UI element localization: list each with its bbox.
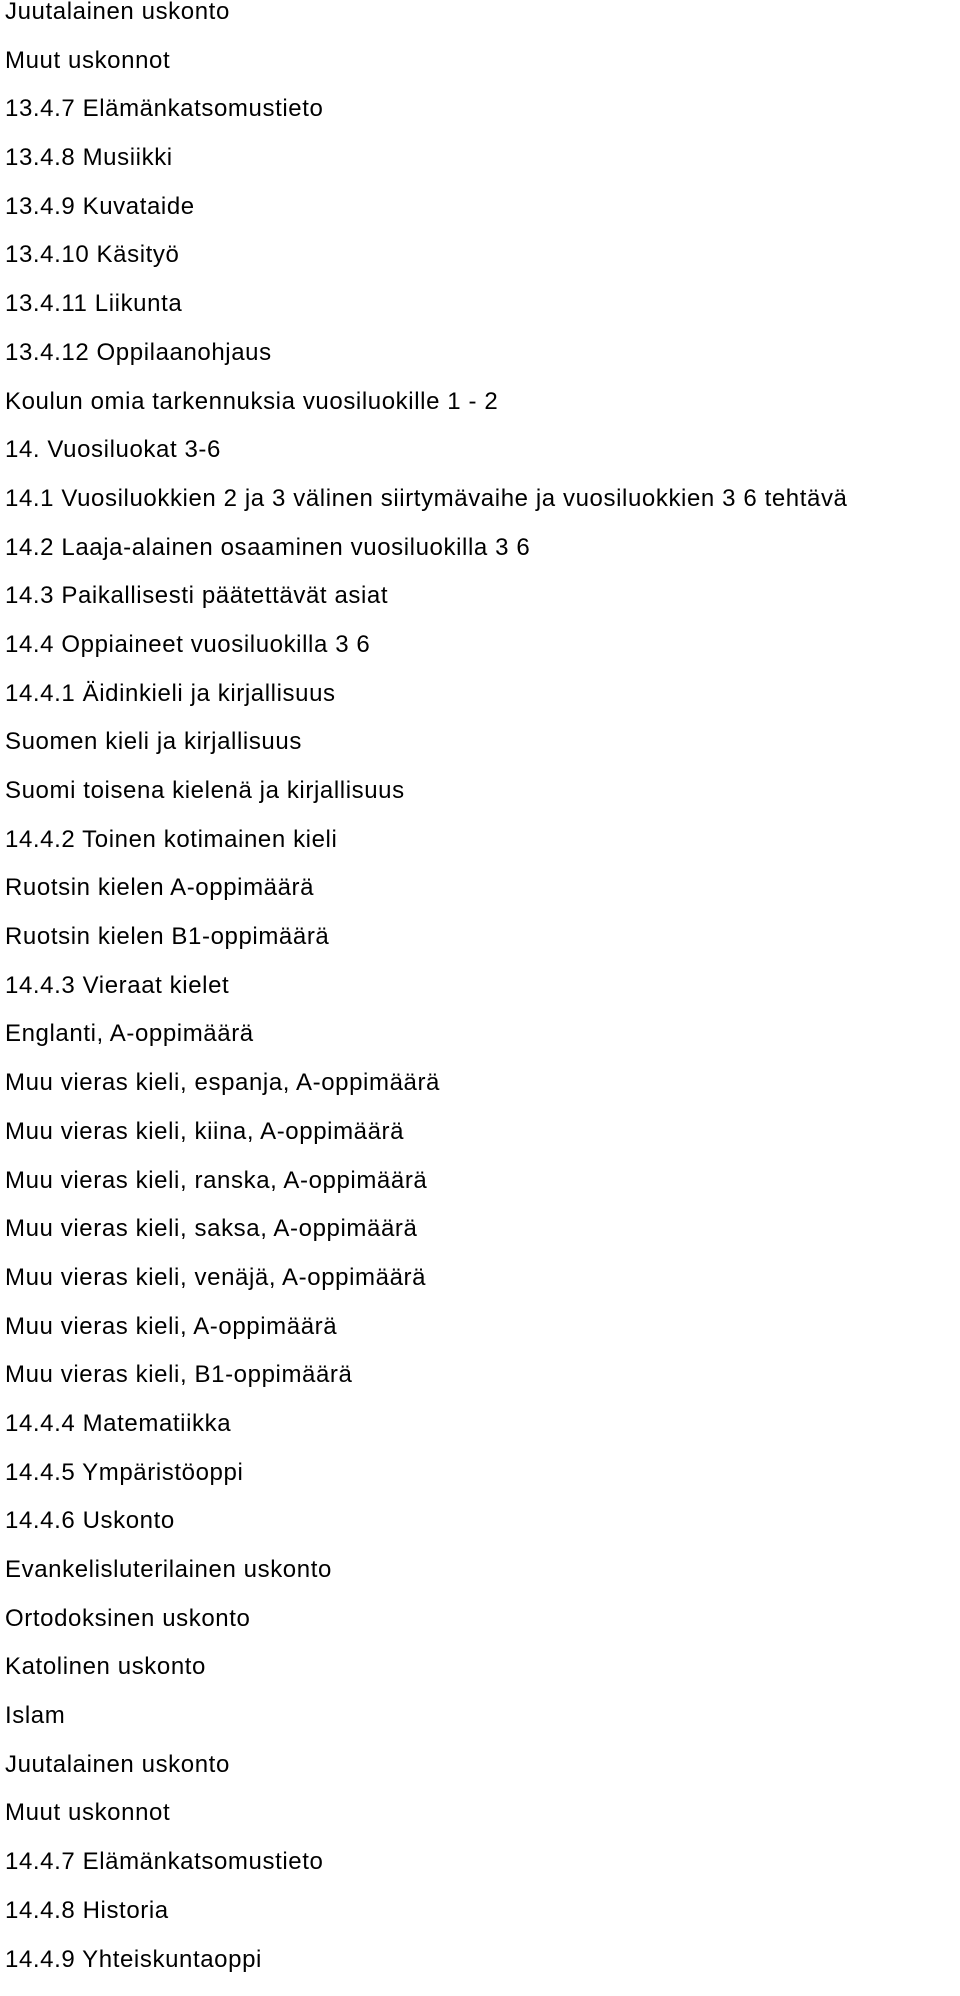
toc-line[interactable]: Muut uskonnot (0, 1801, 960, 1850)
toc-line[interactable]: 14. Vuosiluokat 3-6 (0, 438, 960, 487)
toc-line[interactable]: 14.4.4 Matematiikka (0, 1412, 960, 1461)
toc-line[interactable]: 14.3 Paikallisesti päätettävät asiat (0, 584, 960, 633)
toc-line[interactable]: 13.4.9 Kuvataide (0, 195, 960, 244)
toc-line[interactable]: 13.4.12 Oppilaanohjaus (0, 341, 960, 390)
toc-line[interactable]: 14.4 Oppiaineet vuosiluokilla 3 6 (0, 633, 960, 682)
toc-line[interactable]: 13.4.11 Liikunta (0, 292, 960, 341)
toc-line[interactable]: 14.4.8 Historia (0, 1899, 960, 1948)
toc-line[interactable]: 14.1 Vuosiluokkien 2 ja 3 välinen siirtymävaihe ja vuosiluokkien 3 6 tehtävä (0, 487, 960, 536)
toc-line[interactable]: Muu vieras kieli, kiina, A-oppimäärä (0, 1120, 960, 1169)
toc-line[interactable]: 13.4.8 Musiikki (0, 146, 960, 195)
toc-line[interactable]: Ruotsin kielen A-oppimäärä (0, 876, 960, 925)
toc-line[interactable]: Koulun omia tarkennuksia vuosiluokille 1 - 2 (0, 390, 960, 439)
toc-line[interactable]: Juutalainen uskonto (0, 1753, 960, 1802)
toc-line[interactable]: Suomen kieli ja kirjallisuus (0, 730, 960, 779)
toc-line[interactable]: Islam (0, 1704, 960, 1753)
toc-line[interactable]: Suomi toisena kielenä ja kirjallisuus (0, 779, 960, 828)
toc-line[interactable]: Juutalainen uskonto (0, 0, 960, 49)
toc-line[interactable]: 14.4.3 Vieraat kielet (0, 974, 960, 1023)
toc-line[interactable]: Muu vieras kieli, B1-oppimäärä (0, 1363, 960, 1412)
toc-line[interactable]: 14.4.2 Toinen kotimainen kieli (0, 828, 960, 877)
toc-line[interactable]: Englanti, A-oppimäärä (0, 1022, 960, 1071)
toc-line[interactable]: 14.4.6 Uskonto (0, 1509, 960, 1558)
toc-line[interactable]: 13.4.10 Käsityö (0, 243, 960, 292)
toc-line[interactable]: 14.2 Laaja-alainen osaaminen vuosiluokilla 3 6 (0, 536, 960, 585)
toc-line[interactable]: Muu vieras kieli, A-oppimäärä (0, 1315, 960, 1364)
toc-line[interactable]: Muu vieras kieli, ranska, A-oppimäärä (0, 1169, 960, 1218)
toc-line[interactable]: Katolinen uskonto (0, 1655, 960, 1704)
toc-line[interactable]: 14.4.5 Ympäristöoppi (0, 1461, 960, 1510)
toc-line[interactable]: 14.4.9 Yhteiskuntaoppi (0, 1948, 960, 1996)
toc-line[interactable]: Ortodoksinen uskonto (0, 1607, 960, 1656)
toc-line[interactable]: Muu vieras kieli, espanja, A-oppimäärä (0, 1071, 960, 1120)
toc-line[interactable]: 13.4.7 Elämänkatsomustieto (0, 97, 960, 146)
toc-line[interactable]: Ruotsin kielen B1-oppimäärä (0, 925, 960, 974)
toc-line[interactable]: 14.4.1 Äidinkieli ja kirjallisuus (0, 682, 960, 731)
toc-line[interactable]: 14.4.7 Elämänkatsomustieto (0, 1850, 960, 1899)
toc-line[interactable]: Muut uskonnot (0, 49, 960, 98)
toc-line[interactable]: Evankelisluterilainen uskonto (0, 1558, 960, 1607)
toc-line[interactable]: Muu vieras kieli, saksa, A-oppimäärä (0, 1217, 960, 1266)
toc-line[interactable]: Muu vieras kieli, venäjä, A-oppimäärä (0, 1266, 960, 1315)
